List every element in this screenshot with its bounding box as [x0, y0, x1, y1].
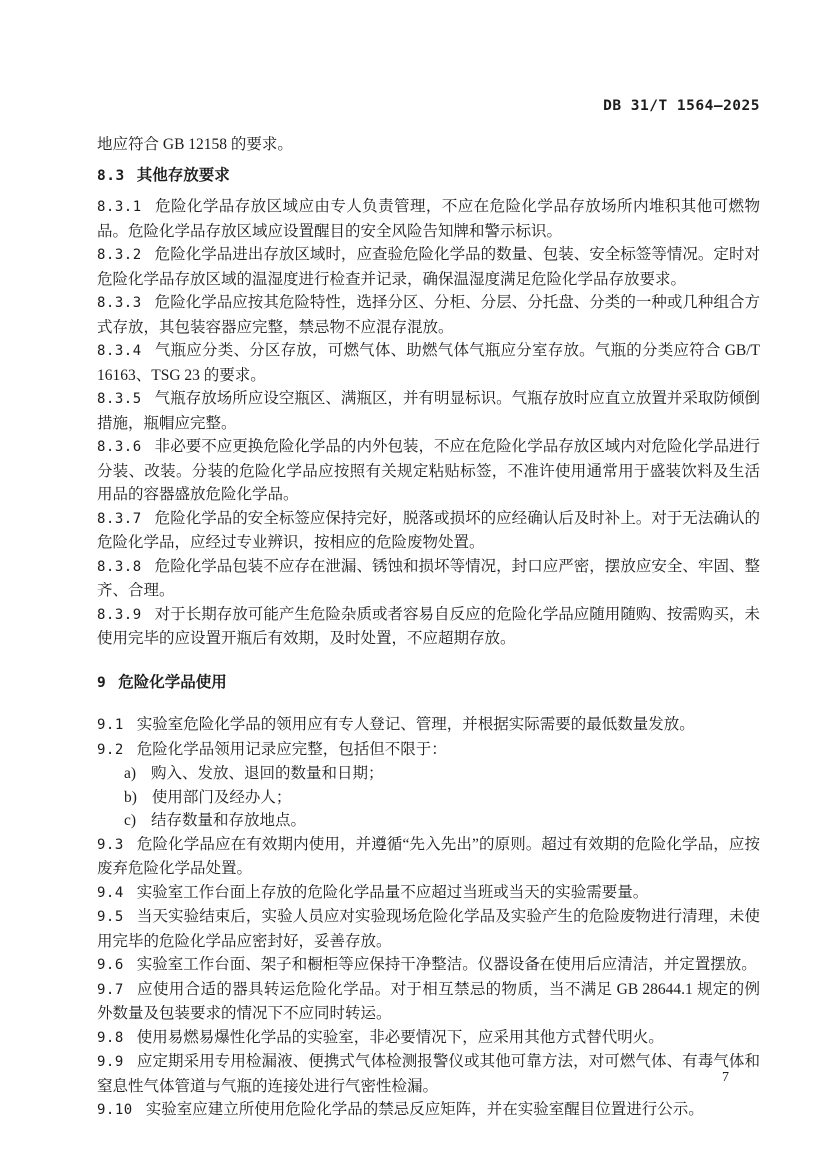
clause-9-7 [97, 978, 760, 1026]
list-item-text: 结存数量和存放地点。 [151, 812, 307, 829]
clause-number: 8.3.4 [97, 343, 142, 359]
list-item-c [97, 809, 760, 833]
clause-8-3-2 [97, 243, 760, 291]
clause-number: 8.3.8 [97, 558, 142, 575]
section-title: 危险化学品使用 [118, 673, 227, 691]
clause-number: 9.9 [97, 1054, 124, 1070]
list-marker: b) [124, 788, 137, 806]
clause-number: 9.5 [97, 909, 124, 925]
clause-text: 危险化学品进出存放区域时，应查验危险化学品的数量、包装、安全标签等情况。定时对危险化学品存放区域的温湿度进行检查并记录，确保温湿度满足危险化学品存放要求。 [97, 246, 760, 288]
clause-number: 8.3.5 [97, 391, 142, 407]
section-number: 9 [97, 674, 107, 691]
clause-text: 危险化学品的安全标签应保持完好，脱落或损坏的应经确认后及时补上。对于无法确认的危险化学品，应经过专业辨识，按相应的危险废物处置。 [97, 509, 760, 551]
clause-9-3 [97, 833, 760, 881]
list-item-text: 购入、发放、退回的数量和日期； [151, 765, 384, 782]
clause-9-4 [97, 881, 760, 906]
clause-number: 8.3.9 [97, 606, 142, 623]
clause-number: 9.4 [97, 884, 124, 901]
clause-text: 气瓶存放场所应设空瓶区、满瓶区，并有明显标识。气瓶存放时应直立放置并采取防倾倒措施，瓶帽应完整。 [97, 390, 760, 432]
clause-8-3-1 [97, 195, 760, 243]
section-title: 其他存放要求 [136, 166, 230, 184]
clause-text: 危险化学品应按其危险特性，选择分区、分柜、分层、分托盘、分类的一种或几种组合方式存放，其包装容器应完整，禁忌物不应混存混放。 [97, 294, 760, 336]
clause-text: 应使用合适的器具转运危险化学品。对于相互禁忌的物质，当不满足 GB 28644.1 规定的例外数量及包装要求的情况下不应同时转运。 [97, 980, 760, 1022]
document-number-header: DB 31/T 1564—2025 [603, 98, 760, 114]
clause-text: 非必要不应更换危险化学品的内外包装，不应在危险化学品存放区域内对危险化学品进行分装、改装。分装的危险化学品应按照有关规定粘贴标签，不准许使用通常用于盛装饮料及生活用品的容器盛放危险化学品。 [97, 438, 760, 503]
section-heading-8-3 [97, 164, 760, 189]
clause-text: 实验室危险化学品的领用应有专人登记、管理，并根据实际需要的最低数量发放。 [136, 716, 695, 733]
intro-continuation-paragraph: 地应符合 GB 12158 的要求。 [97, 136, 293, 153]
clause-8-3-7 [97, 507, 760, 555]
clause-8-3-9 [97, 603, 760, 651]
clause-text: 危险化学品包装不应存在泄漏、锈蚀和损坏等情况，封口应严密，摆放应安全、牢固、整齐、合理。 [97, 557, 760, 599]
clause-9-10 [97, 1098, 760, 1123]
section-number: 8.3 [97, 167, 125, 184]
clause-text: 危险化学品存放区域应由专人负责管理，不应在危险化学品存放场所内堆积其他可燃物品。危险化学品存放区域应设置醒目的安全风险告知牌和警示标识。 [97, 198, 760, 240]
clause-9-9 [97, 1050, 760, 1098]
clause-number: 8.3.7 [97, 510, 142, 527]
list-item-a [97, 762, 760, 786]
clause-text: 使用易燃易爆性化学品的实验室，非必要情况下，应采用其他方式替代明火。 [136, 1028, 664, 1046]
clause-text: 实验室应建立所使用危险化学品的禁忌反应矩阵，并在实验室醒目位置进行公示。 [145, 1101, 704, 1118]
clause-text: 实验室工作台面、架子和橱柜等应保持干净整洁。仪器设备在使用后应清洁，并定置摆放。 [136, 956, 757, 973]
clause-8-3-4 [97, 339, 760, 387]
clause-number: 9.6 [97, 957, 124, 973]
list-item-text: 使用部门及经办人； [151, 788, 292, 806]
clause-text: 当天实验结束后，实验人员应对实验现场危险化学品及实验产生的危险废物进行清理，未使用完毕的危险化学品应密封好，妥善存放。 [97, 908, 760, 950]
clause-8-3-3 [97, 291, 760, 339]
clause-text: 应定期采用专用检漏液、便携式气体检测报警仪或其他可靠方法，对可燃气体、有毒气体和窒息性气体管道与气瓶的连接处进行气密性检漏。 [97, 1053, 760, 1095]
clause-number: 8.3.1 [97, 199, 142, 215]
clause-number: 9.10 [97, 1102, 133, 1118]
page-number: 7 [722, 1070, 729, 1085]
clause-number: 9.1 [97, 717, 124, 733]
list-marker: a) [124, 765, 137, 782]
clause-number: 8.3.3 [97, 295, 142, 311]
clause-text: 危险化学品应在有效期内使用，并遵循“先入先出”的原则。超过有效期的危险化学品，应按废弃危险化学品处置。 [97, 835, 760, 877]
clause-9-6 [97, 953, 760, 978]
clause-9-1 [97, 713, 760, 738]
clause-8-3-5 [97, 387, 760, 435]
clause-text: 实验室工作台面上存放的危险化学品量不应超过当班或当天的实验需要量。 [136, 883, 649, 901]
clause-8-3-8 [97, 555, 760, 603]
clause-8-3-6 [97, 435, 760, 507]
clause-9-2 [97, 738, 760, 763]
clause-text: 对于长期存放可能产生危险杂质或者容易自反应的危险化学品应随用随购、按需购买，未使用完毕的应设置开瓶后有效期，及时处置，不应超期存放。 [97, 605, 760, 647]
section-heading-9 [97, 671, 760, 696]
clause-number: 8.3.2 [97, 247, 142, 263]
clause-text: 气瓶应分类、分区存放，可燃气体、助燃气体气瓶应分室存放。气瓶的分类应符合 GB/T 16163、TSG 23 的要求。 [97, 342, 760, 384]
clause-number: 9.3 [97, 836, 124, 853]
clause-number: 8.3.6 [97, 439, 142, 455]
clause-9-8 [97, 1026, 760, 1051]
clause-number: 9.2 [97, 741, 124, 758]
clause-number: 9.8 [97, 1029, 124, 1046]
clause-9-5 [97, 905, 760, 953]
list-marker: c) [124, 812, 137, 829]
clause-number: 9.7 [97, 981, 124, 998]
list-item-b [97, 786, 760, 810]
clause-text: 危险化学品领用记录应完整，包括但不限于： [136, 740, 447, 758]
